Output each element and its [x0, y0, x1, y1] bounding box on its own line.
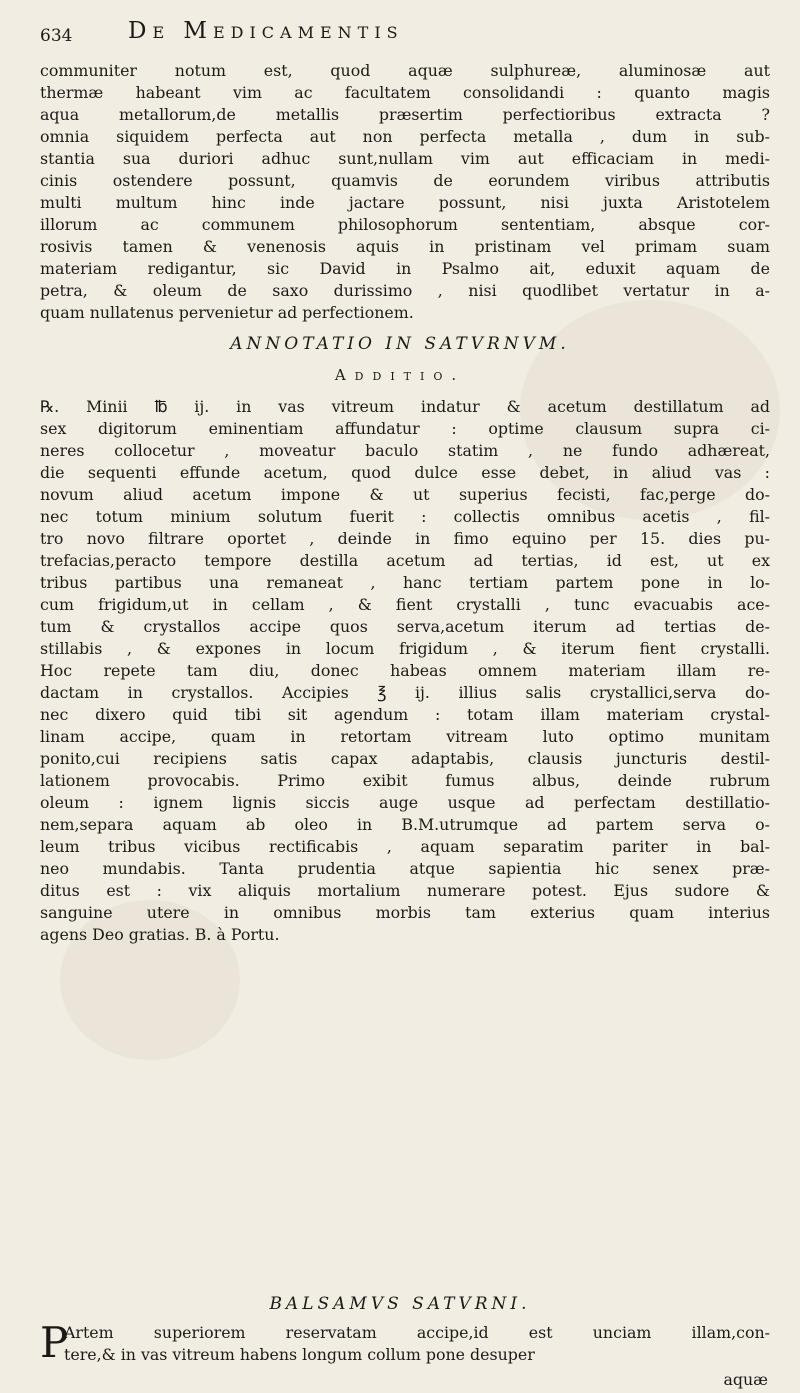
text-line: nem,separa aquam ab oleo in B.M.utrumque ad partem serva o- — [40, 815, 770, 834]
text-line: illorum ac communem philosophorum sententiam, absque cor- — [40, 215, 770, 234]
text-line: tro novo filtrare oportet , deinde in fimo equino per 15. dies pu- — [40, 529, 770, 548]
text-line: omnia siquidem perfecta aut non perfecta metalla , dum in sub- — [40, 127, 770, 146]
text-line: tere,& in vas vitreum habens longum collum pone desuper — [64, 1345, 535, 1364]
text-line: die sequenti effunde acetum, quod dulce esse debet, in aliud vas : — [40, 463, 770, 482]
paragraph-3 — [64, 1322, 770, 1366]
text-line: nec totum minium solutum fuerit : collectis omnibus acetis , fil- — [40, 507, 770, 526]
text-line: nec dixero quid tibi sit agendum : totam illam materiam crystal- — [40, 705, 770, 724]
text-line: cum frigidum,ut in cellam , & fient crystalli , tunc evacuabis ace- — [40, 595, 770, 614]
text-line: lationem provocabis. Primo exibit fumus albus, deinde rubrum — [40, 771, 770, 790]
heading-balsamus: BALSAMVS SATVRNI. — [269, 1294, 531, 1314]
text-line: agens Deo gratias. B. à Portu. — [40, 925, 280, 944]
text-line: neo mundabis. Tanta prudentia atque sapientia hic senex præ- — [40, 859, 770, 878]
text-line: ditus est : vix aliquis mortalium numerare potest. Ejus sudore & — [40, 881, 770, 900]
text-line: rosivis tamen & venenosis aquis in pristinam vel primam suam — [40, 237, 770, 256]
text-line: sex digitorum eminentiam affundatur : optime clausum supra ci- — [40, 419, 770, 438]
text-line: linam accipe, quam in retortam vitream luto optimo munitam — [40, 727, 770, 746]
subheading-additio: Additio. — [334, 366, 466, 384]
text-line: tribus partibus una remaneat , hanc tertiam partem pone in lo- — [40, 573, 770, 592]
text-line: multi multum hinc inde jactare possunt, nisi juxta Aristotelem — [40, 193, 770, 212]
heading-annotatio: ANNOTATIO IN SATVRNVM. — [230, 334, 570, 354]
text-line: dactam in crystallos. Accipies ℥ ij. illius salis crystallici,serva do- — [40, 683, 770, 702]
text-line: thermæ habeant vim ac facultatem consolidandi : quanto magis — [40, 83, 770, 102]
paragraph-1 — [40, 60, 770, 324]
catchword: aquæ — [723, 1370, 768, 1389]
text-line: petra, & oleum de saxo durissimo , nisi quodlibet vertatur in a- — [40, 281, 770, 300]
text-line: neres collocetur , moveatur baculo statim , ne fundo adhæreat, — [40, 441, 770, 460]
text-line: ℞. Minii ℔ ij. in vas vitreum indatur & acetum destillatum ad — [40, 397, 770, 416]
text-line: trefacias,peracto tempore destilla acetum ad tertias, id est, ut ex — [40, 551, 770, 570]
text-line: materiam redigantur, sic David in Psalmo ait, eduxit aquam de — [40, 259, 770, 278]
text-line: stantia sua duriori adhuc sunt,nullam vim aut efficaciam in medi- — [40, 149, 770, 168]
page-header — [40, 18, 770, 58]
text-line: leum tribus vicibus rectificabis , aquam separatim pariter in bal- — [40, 837, 770, 856]
text-line: oleum : ignem lignis siccis auge usque ad perfectam destillatio- — [40, 793, 770, 812]
text-line: aqua metallorum,de metallis præsertim perfectioribus extracta ? — [40, 105, 770, 124]
text-line: quam nullatenus pervenietur ad perfectionem. — [40, 303, 414, 322]
text-line: communiter notum est, quod aquæ sulphureæ, aluminosæ aut — [40, 61, 770, 80]
text-line: novum aliud acetum impone & ut superius fecisti, fac,perge do- — [40, 485, 770, 504]
text-line: Hoc repete tam diu, donec habeas omnem materiam illam re- — [40, 661, 770, 680]
running-title: De Medicamentis — [128, 18, 404, 44]
text-line: tum & crystallos accipe quos serva,acetum iterum ad tertias de- — [40, 617, 770, 636]
drop-cap: P — [40, 1318, 69, 1367]
text-line: ponito,cui recipiens satis capax adaptabis, clausis juncturis destil- — [40, 749, 770, 768]
page-number: 634 — [40, 26, 73, 46]
text-line: stillabis , & expones in locum frigidum , & iterum fient crystalli. — [40, 639, 770, 658]
paragraph-2 — [40, 396, 770, 946]
text-line: cinis ostendere possunt, quamvis de eorundem viribus attributis — [40, 171, 770, 190]
text-line: Artem superiorem reservatam accipe,id est unciam illam,con- — [64, 1323, 770, 1342]
text-line: sanguine utere in omnibus morbis tam exterius quam interius — [40, 903, 770, 922]
